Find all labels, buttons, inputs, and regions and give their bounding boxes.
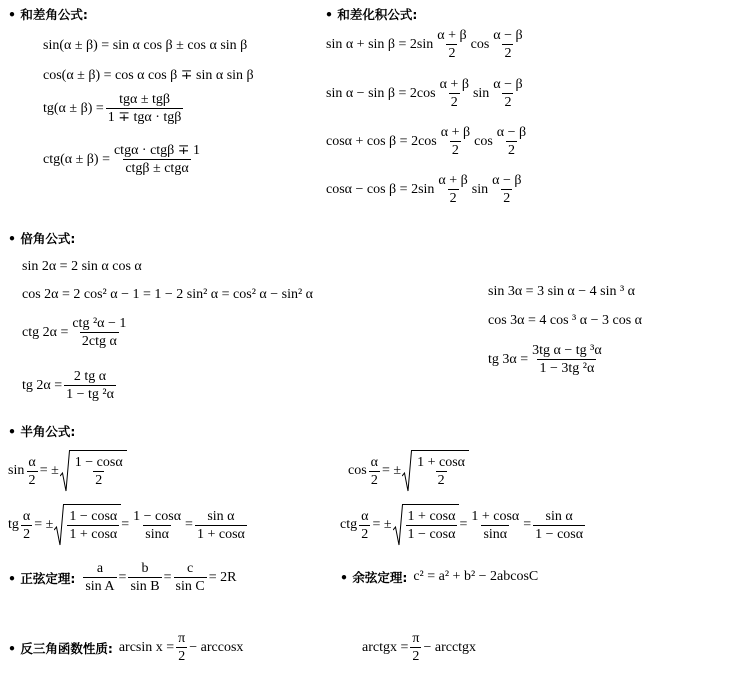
formula-cos-plus-cos: cosα + cos β = 2cos α + β 2 cos α − β 2 — [326, 125, 527, 158]
formula-ctg-sum: ctg(α ± β) = ctgα · ctgβ ∓ 1 ctgβ ± ctgα — [43, 143, 201, 176]
sqrt: 1 − cosα 2 — [60, 450, 127, 492]
sqrt: 1 + cosα 1 − cosα — [393, 504, 460, 546]
section-title-sum-to-product: • 和差化积公式: — [325, 7, 418, 22]
formula-cos-sum: cos(α ± β) = cos α cos β ∓ sin α sin β — [43, 68, 254, 83]
formula-sin-2a: sin 2α = 2 sin α cos α — [22, 259, 142, 274]
formula-arcsin: • 反三角函数性质: arcsin x = $\frac{\pi}{2}$ − arccosx — [8, 631, 244, 664]
formula-cos-half: cos $\frac{\alpha}{2}$ = ± 1 + cosα 2 — [348, 450, 469, 492]
section-title-sine-law: • 正弦定理: — [8, 570, 76, 586]
fraction: ctgα · ctgβ ∓ 1 ctgβ ± ctgα — [113, 143, 201, 176]
formula-sin-plus-sin: sin α + sin β = 2sin α + β 2 cos α − β 2 — [326, 28, 523, 61]
formula-cos-3a: cos 3α = 4 cos ³ α − 3 cos α — [488, 313, 642, 328]
formula-ctg-2a: ctg 2α = ctg ²α − 1 2ctg α — [22, 316, 127, 349]
formula-ctg-half: ctg $\frac{\alpha}{2}$ = ± 1 + cosα 1 − cosα = $\frac{1 + \cos\alpha}{\sin\alpha}$ = $\frac{\text{sin α}}{1 - \cos\alpha}$ — [340, 504, 587, 546]
fraction: tgα ± tgβ 1 ∓ tgα · tgβ — [107, 92, 182, 125]
formula-sin-minus-sin: sin α − sin β = 2cos α + β 2 sin α − β 2 — [326, 77, 523, 110]
formula-tg-2a: tg 2α = $\frac{\text{2 tg α}}{\text{1 − tg ²α}}$ — [22, 369, 114, 402]
formula-sin-half: sin $\frac{\alpha}{2}$ = ± 1 − cosα 2 — [8, 450, 127, 492]
formula-tg-3a: tg 3α = $\frac{\text{3tg α − tg ³α}}{\text{1 − 3tg ²α}}$ — [488, 343, 602, 376]
formula-sin-sum: sin(α ± β) = sin α cos β ± cos α sin β — [43, 38, 248, 53]
section-title-inverse: • 反三角函数性质: — [8, 640, 113, 656]
formula-tg-half: tg $\frac{\alpha}{2}$ = ± 1 − cosα 1 + cosα = $\frac{1 - \cos\alpha}{\sin\alpha}$ = $\frac{\text{sin α}}{1 + \cos\alpha}$ — [8, 504, 249, 546]
sqrt: 1 − cosα 1 + cosα — [54, 504, 121, 546]
section-title-sum-diff: • 和差角公式: — [8, 7, 88, 22]
section-title-cosine-law: • 余弦定理: — [340, 570, 408, 585]
formula-cos-2a: cos 2α = 2 cos² α − 1 = 1 − 2 sin² α = cos² α − sin² α — [22, 287, 313, 302]
sqrt: 1 + cosα 2 — [402, 450, 469, 492]
formula-sine-law: • 正弦定理: $\frac{a}{\text{sin A}}$ = $\frac{b}{\text{sin B}}$ = $\frac{c}{\text{sin C}}$ = 2R — [8, 561, 237, 594]
formula-tg-sum: tg(α ± β) = tgα ± tgβ 1 ∓ tgα · tgβ — [43, 92, 182, 125]
formula-cos-minus-cos: cosα − cos β = 2sin α + β 2 sin α − β 2 — [326, 173, 522, 206]
formula-sin-3a: sin 3α = 3 sin α − 4 sin ³ α — [488, 284, 636, 299]
formula-cosine-law: • 余弦定理: c² = a² + b² − 2abcosC — [340, 569, 539, 585]
section-title-double-angle: • 倍角公式: — [8, 231, 76, 246]
formula-arcctg: arctgx = $\frac{\pi}{2}$ − arcctgx — [362, 631, 477, 664]
section-title-half-angle: • 半角公式: — [8, 424, 76, 439]
